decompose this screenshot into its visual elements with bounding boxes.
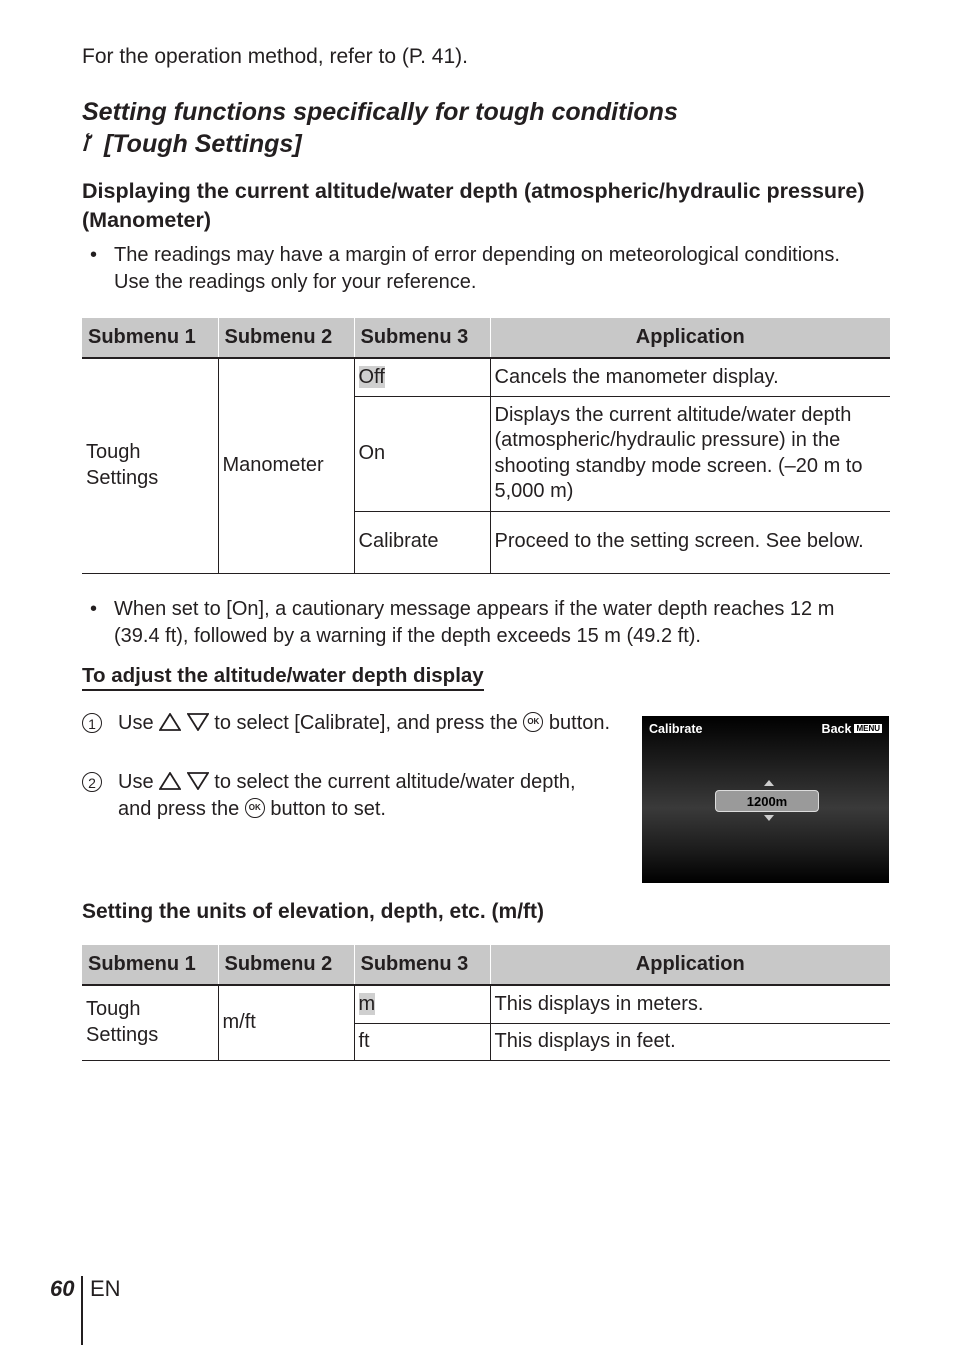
ok-button-icon: OK xyxy=(245,798,265,818)
cell-application: Cancels the manometer display. xyxy=(490,358,890,396)
manometer-note-text: The readings may have a margin of error depending on meteorological conditions. Use the readings only for your reference. xyxy=(114,244,840,293)
units-table xyxy=(82,945,890,1061)
page-number: 60 xyxy=(50,1276,75,1301)
manometer-table xyxy=(82,318,890,574)
cell-application: This displays in meters. xyxy=(490,985,890,1023)
table-header-row xyxy=(82,945,890,985)
up-arrow-icon xyxy=(159,772,181,790)
down-arrow-icon xyxy=(187,713,209,731)
language-label: EN xyxy=(90,1276,121,1301)
table-row xyxy=(82,985,890,1023)
value-down-icon xyxy=(764,815,774,821)
step-2: 2 Use to select the current altitude/water depth, and press the OK button to set. xyxy=(82,769,612,823)
depth-warning-text: When set to [On], a cautionary message appears if the water depth reaches 12 m (39.4 ft), followed by a warning if the depth exceeds 15 m (49.2 ft). xyxy=(114,598,835,647)
step-number: 2 xyxy=(82,772,102,792)
section-title-line1: Setting functions specifically for tough conditions xyxy=(82,98,678,126)
table-row xyxy=(82,358,890,396)
manometer-heading: Displaying the current altitude/water depth (atmospheric/hydraulic pressure) (Manometer) xyxy=(82,179,865,232)
header-submenu2: Submenu 2 xyxy=(218,318,354,358)
adjust-heading: To adjust the altitude/water depth display xyxy=(82,664,484,691)
footer-divider xyxy=(81,1276,83,1345)
default-option: Off xyxy=(358,365,385,388)
cell-submenu3: Calibrate xyxy=(354,511,490,573)
cell-application: Proceed to the setting screen. See below. xyxy=(490,511,890,573)
table-header-row xyxy=(82,318,890,358)
down-arrow-icon xyxy=(187,772,209,790)
cell-submenu1: Tough Settings xyxy=(82,985,218,1060)
value-up-icon xyxy=(764,780,774,786)
default-option: m xyxy=(358,992,376,1015)
cell-application: Displays the current altitude/water depth (atmospheric/hydraulic pressure) in the shooting standby mode screen. (–20 m to 5,000 m) xyxy=(490,396,890,511)
cell-submenu1: Tough Settings xyxy=(82,358,218,573)
menu-button-icon: MENU xyxy=(856,724,880,734)
header-application: Application xyxy=(490,318,890,358)
section-title-line2: [Tough Settings] xyxy=(104,130,302,158)
header-submenu3: Submenu 3 xyxy=(354,318,490,358)
header-submenu1: Submenu 1 xyxy=(82,945,218,985)
cell-submenu2: Manometer xyxy=(218,358,354,573)
cell-submenu3 xyxy=(354,985,490,1023)
header-submenu3: Submenu 3 xyxy=(354,945,490,985)
ok-button-icon: OK xyxy=(523,712,543,732)
step-1: 1 Use to select [Calibrate], and press the OK button. xyxy=(82,710,612,737)
manometer-note: • The readings may have a margin of error depending on meteorological conditions. Use the readings only for your reference. xyxy=(90,242,880,296)
calibrate-screen xyxy=(642,716,889,883)
intro-text: For the operation method, refer to (P. 41). xyxy=(82,45,468,68)
depth-warning: • When set to [On], a cautionary message appears if the water depth reaches 12 m (39.4 ft), followed by a warning if the depth exceeds 15 m (49.2 ft). xyxy=(90,596,880,650)
up-arrow-icon xyxy=(159,713,181,731)
cell-submenu3 xyxy=(354,358,490,396)
units-heading: Setting the units of elevation, depth, etc. (m/ft) xyxy=(82,900,545,923)
cell-submenu3: On xyxy=(354,396,490,511)
back-label: Back MENU xyxy=(821,722,880,736)
cell-submenu3: ft xyxy=(354,1023,490,1060)
screen-title: Calibrate xyxy=(649,722,703,736)
cell-submenu2: m/ft xyxy=(218,985,354,1060)
header-submenu1: Submenu 1 xyxy=(82,318,218,358)
section-title xyxy=(82,96,882,160)
step-number: 1 xyxy=(82,713,102,733)
tool-icon xyxy=(82,128,96,160)
header-submenu2: Submenu 2 xyxy=(218,945,354,985)
header-application: Application xyxy=(490,945,890,985)
altitude-value: 1200m xyxy=(715,790,819,812)
cell-application: This displays in feet. xyxy=(490,1023,890,1060)
